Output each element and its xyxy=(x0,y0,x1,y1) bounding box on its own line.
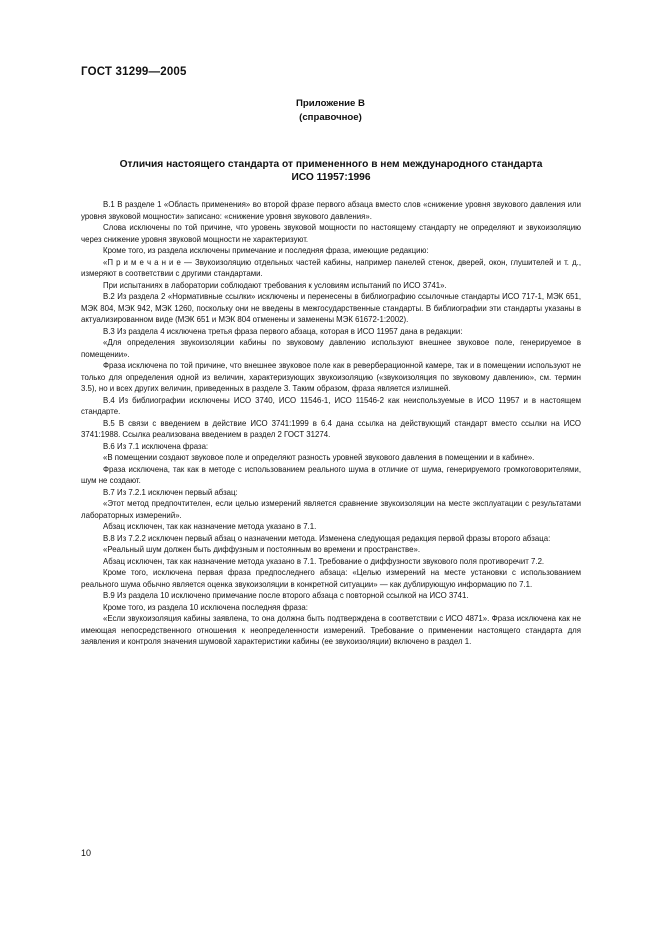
paragraph: Абзац исключен, так как назначение метода указано в 7.1. Требование о диффузности звукового поля противоречит 7.2. xyxy=(103,556,545,566)
paragraph: В.3 Из раздела 4 исключена третья фраза первого абзаца, которая в ИСО 11957 дана в редакции: xyxy=(103,326,463,336)
paragraph: В.6 Из 7.1 исключена фраза: xyxy=(103,441,209,451)
page-number: 10 xyxy=(81,848,92,858)
paragraph: В.1 В разделе 1 «Область применения» во второй фразе первого абзаца вместо слов «снижение уровня звукового давления или уровня звуковой мощности» записано: «снижение уровня звукового давления». xyxy=(81,200,581,221)
paragraph: Кроме того, из раздела 10 исключена последняя фраза: xyxy=(103,602,308,612)
annex-title-line-1: Отличия настоящего стандарта от примененного в нем международного стандарта xyxy=(119,159,543,170)
paragraph: Слова исключены по той причине, что уровень звуковой мощности по настоящему стандарту не определяют и звукоизоляцию через снижение уровня звуковой мощности не характеризуют. xyxy=(81,223,581,244)
paragraph: В.7 Из 7.2.1 исключен первый абзац: xyxy=(103,487,238,497)
annex-heading xyxy=(0,97,661,125)
document-body xyxy=(81,199,581,648)
paragraph: В.8 Из 7.2.2 исключен первый абзац о назначении метода. Изменена следующая редакция первой фразы второго абзаца: xyxy=(103,533,551,543)
paragraph: Абзац исключен, так как назначение метода указано в 7.1. xyxy=(103,522,317,531)
paragraph: «Для определения звукоизоляции кабины по звуковому давлению используют внешнее звуковое поле, генерируемое в помещении». xyxy=(81,338,581,359)
paragraph: «В помещении создают звуковое поле и определяют разность уровней звукового давления в помещении и в кабине». xyxy=(103,453,535,462)
paragraph: При испытаниях в лаборатории соблюдают требования к условиям испытаний по ИСО 3741». xyxy=(103,280,447,290)
paragraph: Фраза исключена, так как в методе с использованием реального шума в отличие от шума, генерируемого громкоговорителями, шум не создают. xyxy=(81,464,581,485)
paragraph: «Этот метод предпочтителен, если целью измерений является сравнение звукоизоляции на месте эксплуатации с результатами лабораторных измерений». xyxy=(81,499,581,520)
paragraph: «Если звукоизоляция кабины заявлена, то она должна быть подтверждена в соответствии с ИСО 4871». Фраза исключена как не имеющая непосредственного отношения к неопределенности измерений. Требование о применении настоящего стандарта для заявления и контроля значения шумовой характеристики кабины (ее звукоизоляции) включено в раздел 1. xyxy=(81,614,581,646)
paragraph: «Реальный шум должен быть диффузным и постоянным во времени и пространстве». xyxy=(103,545,420,554)
annex-title-line-2: ИСО 11957:1996 xyxy=(291,172,371,183)
paragraph: Кроме того, из раздела исключены примечание и последняя фраза, имеющие редакцию: xyxy=(103,246,429,255)
annex-type: (справочное) xyxy=(299,112,362,123)
paragraph: Фраза исключена по той причине, что внешнее звуковое поле как в реверберационной камере, так и в помещении используют не только для определения одной из величин, характеризующих звукоизоляцию («звукоизоляция по звуковому давлению», см. термин 3.5), но и всех других величин, приведенных в разделе 3. Таким образом, фраза является излишней. xyxy=(81,361,581,393)
paragraph: В.2 Из раздела 2 «Нормативные ссылки» исключены и перенесены в библиографию ссылочные стандарты ИСО 717-1, МЭК 651, МЭК 804, МЭК 942, МЭК 1260, поскольку они не введены в межгосударственные стандарты. В библиографии эти стандарты указаны в актуализированном виде (МЭК 651 и МЭК 804 отменены и заменены МЭК 61672-1:2002). xyxy=(81,292,581,324)
paragraph: «П р и м е ч а н и е — Звукоизоляцию отдельных частей кабины, например панелей стенок, дверей, окон, глушителей и т. д., измеряют в соответствии с другими стандартами. xyxy=(81,257,581,278)
annex-title xyxy=(81,158,581,184)
paragraph: В.4 Из библиографии исключены ИСО 3740, ИСО 11546-1, ИСО 11546-2 как неиспользуемые в ИСО 11957 и в настоящем стандарте. xyxy=(81,395,581,416)
annex-label: Приложение В xyxy=(296,98,365,109)
document-header: ГОСТ 31299—2005 xyxy=(81,66,187,78)
paragraph: Кроме того, исключена первая фраза предпоследнего абзаца: «Целью измерений на месте установки с использованием реального шума обычно является оценка звукоизоляции в конкретной ситуации» — как дублирующую информацию по 7.1. xyxy=(81,568,581,589)
paragraph: В.9 Из раздела 10 исключено примечание после второго абзаца с повторной ссылкой на ИСО 3741. xyxy=(103,591,469,600)
paragraph: В.5 В связи с введением в действие ИСО 3741:1999 в 6.4 дана ссылка на действующий стандарт вместо ссылки на ИСО 3741:1988. Ссылка реализована введением в раздел 2 ГОСТ 31274. xyxy=(81,418,581,439)
